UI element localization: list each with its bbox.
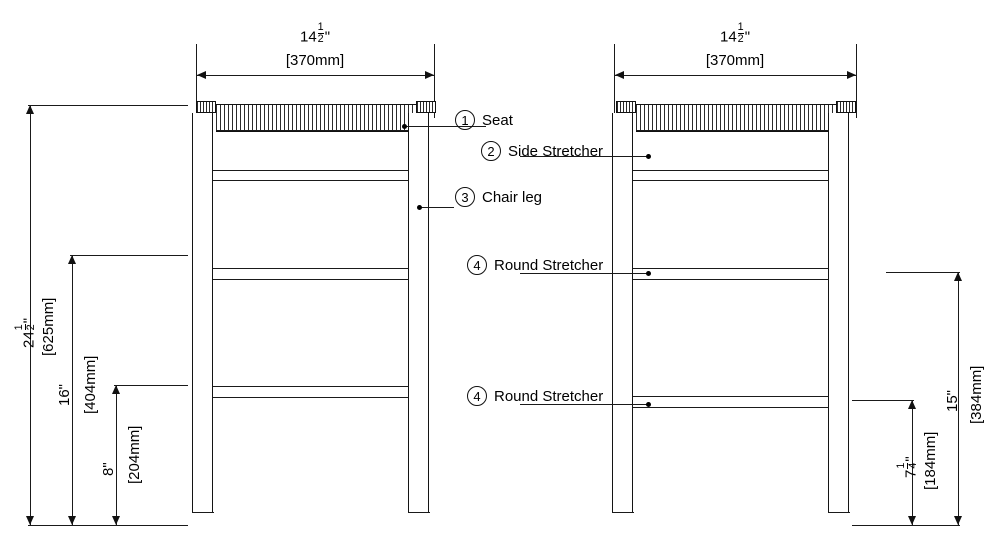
- side-width-inches: 14: [719, 28, 737, 46]
- side-leg-left-foot: [612, 512, 634, 513]
- lower-stretcher-dim-line: [116, 385, 117, 525]
- callout-3-leader: [420, 207, 454, 208]
- front-seat-bottom-edge: [216, 130, 416, 131]
- lower-stretcher-label: 8": [100, 462, 117, 476]
- callout-2-number: 2: [481, 141, 501, 161]
- side-width-fraction: $\frac{1}{2}$: [737, 21, 744, 45]
- front-leg-right: [408, 113, 429, 513]
- side-stretcher-low-lower: [633, 407, 829, 408]
- callout-2-dot: [646, 154, 651, 159]
- front-width-dim-line: [196, 75, 434, 76]
- side-stretcher-mid-upper: [633, 268, 829, 269]
- side-leg-right: [828, 113, 849, 513]
- lower-stretcher-ext-top: [114, 385, 188, 386]
- side-upper-arrow-bottom: [954, 516, 962, 525]
- side-seat: [636, 104, 836, 132]
- callout-4b-label: Round Stretcher: [494, 387, 604, 405]
- side-upper-arrow-top: [954, 272, 962, 281]
- side-stretcher-low-upper: [633, 396, 829, 397]
- side-seat-cap-left: [616, 101, 636, 113]
- side-leg-right-foot: [828, 512, 850, 513]
- front-stretcher-mid-lower: [213, 279, 409, 280]
- side-width-arrow-left: [615, 71, 624, 79]
- side-upper-mm: [384mm]: [968, 365, 985, 424]
- side-width-dim-line: [614, 75, 856, 76]
- callout-4a-dot: [646, 271, 651, 276]
- callout-seat[interactable]: [455, 110, 513, 130]
- side-stretcher-top-upper: [633, 170, 829, 171]
- front-width-arrow-left: [197, 71, 206, 79]
- lower-stretcher-arrow-top: [112, 385, 120, 394]
- front-seat-cap-right: [416, 101, 436, 113]
- lower-stretcher-mm: [204mm]: [126, 425, 143, 484]
- front-width-unit: ": [324, 28, 331, 46]
- seat-height-arrow-bottom: [68, 516, 76, 525]
- front-width-arrow-right: [425, 71, 434, 79]
- side-lower-mm: [184mm]: [922, 431, 939, 490]
- side-lower-arrow-top: [908, 400, 916, 409]
- overall-height-arrow-top: [26, 105, 34, 114]
- callout-2-label: Side Stretcher: [508, 142, 604, 160]
- side-stretcher-mid-lower: [633, 279, 829, 280]
- overall-height-ext-top: [28, 105, 188, 106]
- callout-4b-dot: [646, 402, 651, 407]
- front-stretcher-low-upper: [213, 386, 409, 387]
- seat-height-arrow-top: [68, 255, 76, 264]
- seat-height-label: 16": [56, 383, 73, 406]
- callout-round-stretcher-lower[interactable]: [467, 386, 603, 406]
- callout-side-stretcher[interactable]: [481, 141, 603, 161]
- front-seat-cap-left: [196, 101, 216, 113]
- side-width-ext-right: [856, 44, 857, 118]
- callout-chair-leg[interactable]: [455, 187, 542, 207]
- front-width-mm: [370mm]: [285, 52, 345, 69]
- front-stretcher-low-lower: [213, 397, 409, 398]
- front-leg-left-foot: [192, 512, 214, 513]
- side-leg-left: [612, 113, 633, 513]
- side-lower-label: 7 1 4 ": [895, 456, 920, 478]
- seat-height-mm: [404mm]: [82, 355, 99, 414]
- front-leg-right-foot: [408, 512, 430, 513]
- side-lower-arrow-bottom: [908, 516, 916, 525]
- front-width-fraction: $\frac{1}{2}$: [317, 21, 324, 45]
- side-stretcher-top-lower: [633, 180, 829, 181]
- callout-4a-label: Round Stretcher: [494, 256, 604, 274]
- callout-3-number: 3: [455, 187, 475, 207]
- seat-height-ext-top: [70, 255, 188, 256]
- callout-4a-number: 4: [467, 255, 487, 275]
- overall-height-label: 24 1 2 ": [13, 317, 38, 348]
- side-width-label: [614, 22, 856, 46]
- callout-4b-number: 4: [467, 386, 487, 406]
- side-upper-label: 15": [944, 389, 961, 412]
- callout-1-dot: [402, 124, 407, 129]
- front-stretcher-mid-upper: [213, 268, 409, 269]
- front-width-label: [196, 22, 434, 46]
- front-stretcher-top-upper: [213, 170, 409, 171]
- overall-height-arrow-bottom: [26, 516, 34, 525]
- front-seat: [216, 104, 416, 132]
- overall-height-ext-bottom: [28, 525, 188, 526]
- callout-1-number: 1: [455, 110, 475, 130]
- overall-height-mm: [625mm]: [40, 297, 57, 356]
- lower-stretcher-arrow-bottom: [112, 516, 120, 525]
- overall-height-dim-line: [30, 105, 31, 525]
- front-stretcher-top-lower: [213, 180, 409, 181]
- callout-3-dot: [417, 205, 422, 210]
- front-leg-left: [192, 113, 213, 513]
- side-width-unit: ": [744, 28, 751, 46]
- side-seat-bottom-edge: [636, 130, 836, 131]
- callout-3-label: Chair leg: [482, 188, 543, 206]
- side-upper-ext-bottom: [852, 525, 960, 526]
- callout-1-label: Seat: [482, 111, 513, 129]
- callout-round-stretcher-upper[interactable]: [467, 255, 603, 275]
- front-width-inches: 14: [299, 28, 317, 46]
- side-lower-ext-top: [852, 400, 914, 401]
- side-width-arrow-right: [847, 71, 856, 79]
- side-upper-ext-top: [886, 272, 960, 273]
- side-width-mm: [370mm]: [705, 52, 765, 69]
- side-seat-cap-right: [836, 101, 856, 113]
